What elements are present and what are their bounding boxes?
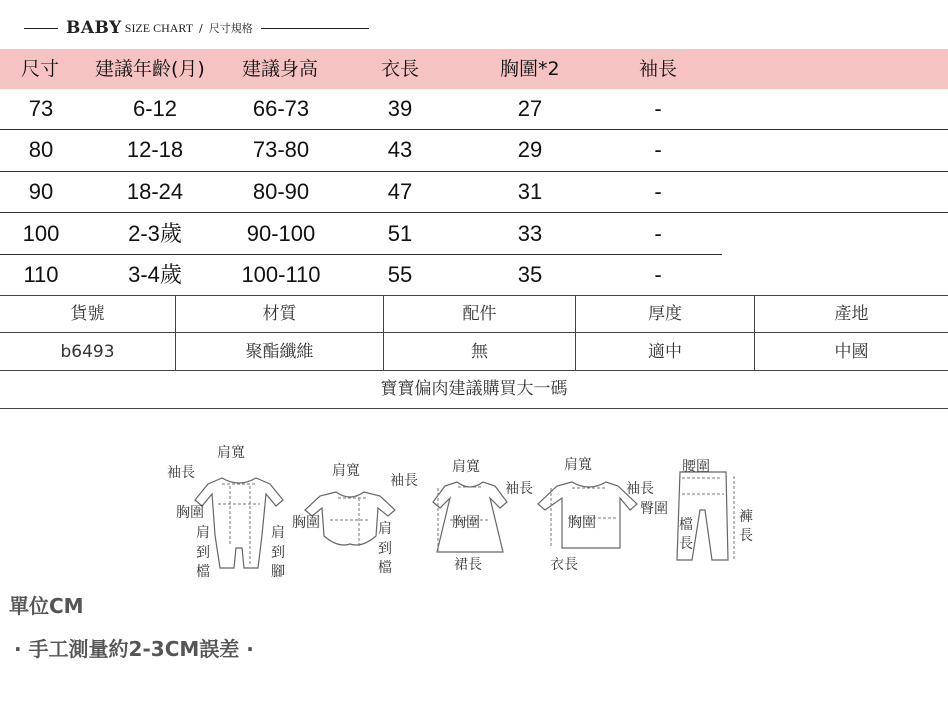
unit-label: 單位CM — [9, 594, 84, 618]
col-size: 尺寸 — [21, 58, 60, 80]
cell-size: 100 — [22, 221, 60, 246]
info-header-item-no: 貨號 — [70, 304, 105, 324]
cell-size: 80 — [28, 137, 54, 162]
measurement-error-note: · 手工測量約2-3CM誤差 · — [14, 637, 254, 661]
cell-chest: 27 — [517, 96, 543, 121]
cell-age: 18-24 — [126, 179, 184, 204]
info-value-item-no: b6493 — [60, 342, 115, 362]
cell-length: 55 — [387, 262, 413, 287]
cell-chest: 31 — [517, 179, 543, 204]
header-rule-left — [24, 28, 58, 29]
label-skirt-length: 裙長 — [454, 557, 482, 573]
label-chest: 胸圍 — [568, 515, 596, 531]
subtitle: SIZE CHART — [124, 20, 194, 35]
sizing-note: 寶寶偏肉建議購買大一碼 — [380, 379, 568, 399]
cell-age: 12-18 — [126, 137, 184, 162]
label-crotch-2: 到 — [196, 545, 210, 561]
cell-sleeve: - — [654, 221, 662, 246]
cell-age: 2-3歲 — [128, 221, 182, 246]
cell-height: 90-100 — [246, 221, 316, 246]
info-value-origin: 中國 — [834, 342, 869, 362]
label-foot-2: 到 — [271, 545, 285, 561]
info-value-accessory: 無 — [471, 342, 488, 362]
label-crotch-length-1: 檔 — [679, 517, 693, 533]
cell-age: 3-4歲 — [128, 262, 182, 287]
label-shoulder: 肩寬 — [217, 445, 245, 461]
label-pants-length-1: 褲 — [739, 509, 753, 525]
label-foot-3: 腳 — [271, 564, 285, 580]
label-sleeve: 袖長 — [505, 481, 533, 497]
label-crotch-1: 肩 — [378, 521, 392, 537]
cell-size: 90 — [28, 179, 54, 204]
col-age: 建議年齡(月) — [95, 58, 205, 80]
label-crotch-length-2: 長 — [679, 536, 693, 552]
cell-length: 43 — [387, 137, 413, 162]
header-separator: / — [199, 21, 203, 35]
info-table — [0, 295, 948, 409]
cell-height: 73-80 — [252, 137, 310, 162]
label-chest: 胸圍 — [176, 505, 204, 521]
chart-header — [24, 16, 369, 40]
label-crotch-2: 到 — [378, 541, 392, 557]
cell-size: 73 — [28, 96, 54, 121]
cell-height: 100-110 — [241, 262, 321, 287]
cell-sleeve: - — [654, 96, 662, 121]
label-hip: 臀圍 — [640, 501, 668, 517]
label-chest: 胸圍 — [292, 515, 320, 531]
col-length: 衣長 — [381, 58, 420, 80]
info-value-material: 聚酯纖維 — [245, 342, 314, 362]
info-header-origin: 產地 — [834, 304, 869, 324]
label-sleeve: 袖長 — [167, 465, 195, 481]
cell-size: 110 — [23, 262, 59, 287]
cell-length: 47 — [387, 179, 413, 204]
col-height: 建議身高 — [242, 58, 319, 80]
cell-height: 66-73 — [252, 96, 310, 121]
label-crotch-1: 肩 — [196, 525, 210, 541]
subtitle-zh: 尺寸規格 — [208, 22, 253, 35]
header-rule-right — [261, 28, 369, 29]
label-pants-length-2: 長 — [739, 528, 753, 544]
cell-age: 6-12 — [132, 96, 178, 121]
measurement-diagram — [160, 440, 760, 590]
label-crotch-3: 檔 — [378, 560, 392, 576]
info-value-thickness: 適中 — [648, 342, 682, 362]
label-foot-1: 肩 — [271, 525, 285, 541]
brand-title: BABY — [66, 18, 122, 38]
label-crotch-3: 檔 — [196, 564, 210, 580]
cell-length: 39 — [387, 96, 413, 121]
size-table-header — [0, 49, 948, 89]
cell-length: 51 — [387, 221, 413, 246]
info-rule — [0, 408, 948, 409]
cell-sleeve: - — [654, 179, 662, 204]
info-header-material: 材質 — [262, 304, 297, 324]
cell-chest: 29 — [517, 137, 543, 162]
label-sleeve: 袖長 — [626, 481, 654, 497]
label-shoulder: 肩寬 — [452, 459, 480, 475]
cell-height: 80-90 — [252, 179, 310, 204]
label-shoulder: 肩寬 — [564, 457, 592, 473]
label-chest: 胸圍 — [452, 515, 480, 531]
cell-chest: 33 — [517, 221, 543, 246]
col-chest: 胸圍*2 — [500, 58, 560, 80]
cell-sleeve: - — [654, 137, 662, 162]
info-header-thickness: 厚度 — [648, 304, 682, 324]
info-header-accessory: 配件 — [462, 304, 497, 324]
label-waist: 腰圍 — [682, 459, 710, 475]
cell-chest: 35 — [517, 262, 543, 287]
row-divider — [0, 212, 948, 213]
cell-sleeve: - — [654, 262, 662, 287]
label-top-length: 衣長 — [550, 557, 578, 573]
label-sleeve: 袖長 — [390, 473, 418, 489]
label-shoulder: 肩寬 — [332, 463, 360, 479]
col-sleeve: 袖長 — [639, 58, 678, 80]
